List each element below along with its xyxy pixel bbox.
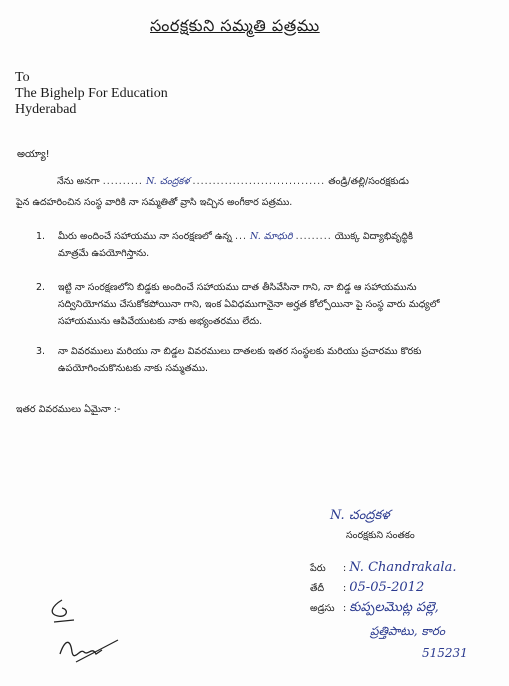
date-field: తేదీ : 05-05-2012 [310,580,425,595]
name-value: N. Chandrakala. [349,560,457,575]
item-1-line1-suffix: యొక్క విద్యాభివృద్ధికి [334,231,413,242]
guardian-signature: N. చంద్రకళ [330,508,390,523]
item-text [58,228,413,262]
dotted-fill: ......... [295,231,332,242]
item-3-line1: నా వివరములు మరియు నా బిడ్డల వివరములు దాతలకు ఇతర సంస్థలకు మరియు ప్రచారము కొరకు [58,346,422,357]
signature-label: సంరక్షకుని సంతకం [346,530,415,541]
name-label: పేరు [310,563,326,574]
address-value-line2: ప్రత్తిపాటు, కారం [370,624,445,638]
date-label: తేదీ [310,583,325,594]
address-city: Hyderabad [15,102,77,117]
item-2-line3: సహాయమును ఆపివేయుటకు నాకు అభ్యంతరము లేదు. [58,316,263,327]
item-1-handwritten-name: N. మాధురి [250,231,293,242]
date-value: 05-05-2012 [349,580,425,595]
item-2-line2: సద్వినియోగము చేసుకోకపోయినా గాని, ఇంక ఏవిధముగానైనా అర్హత కోల్పోయినా పై సంస్థ వారు మధ్యలో [58,299,440,310]
item-number: 3. [36,346,46,357]
address-label: అడ్రసు [310,603,335,614]
item-number: 1. [36,231,46,242]
other-details-label: ఇతర వివరములు ఏమైనా :- [16,404,121,415]
item-1-line1-prefix: మీరు అందించే సహాయము నా సంరక్షణలో ఉన్న [58,231,232,242]
pin-code: 515231 [422,646,468,660]
item-text [58,279,440,330]
address-org: The Bighelp For Education [15,86,168,101]
address-field: అడ్రసు : కుప్పలమొట్ల పల్లె, [310,600,439,615]
intro-handwritten-name: N. చంద్రకళ [145,176,190,187]
intro-prefix: నేను అనగా [57,176,100,187]
intro-line-2: పైన ఉదహరించిన సంస్థ వారికి నా సమ్మతితో వ్రాసి ఇచ్చిన అంగీకార పత్రము. [16,197,293,208]
address-value: కుప్పలమొట్ల పల్లె, [349,600,439,615]
item-number: 2. [36,282,46,293]
item-2-line1: ఇట్టి నా సంరక్షణలోని బిడ్డకు అందించే సహాయము దాత తీసివేసినా గాని, నా బిడ్డ ఆ సహాయమును [58,282,417,293]
name-field: పేరు : N. Chandrakala. [310,560,457,575]
address-to: To [15,70,30,85]
document-title: సంరక్షకుని సమ్మతి పత్రము [150,16,320,35]
item-3-line2: ఉపయోగించుకొనుటకు నాకు సమ్మతము. [58,363,209,374]
item-text [58,343,421,377]
dotted-fill: .......... [102,176,143,187]
recipient-address [15,70,168,118]
item-1-line2: మాత్రమే ఉపయోగిస్తాను. [58,248,150,259]
dotted-fill: ................................. [192,176,326,187]
salutation: అయ్యా! [17,149,50,160]
handwritten-scribble-mark [40,592,120,672]
intro-line [57,176,409,189]
intro-suffix: తండ్రి/తల్లి/సంరక్షకుడు [328,176,409,187]
dotted-fill: ... [234,231,248,242]
